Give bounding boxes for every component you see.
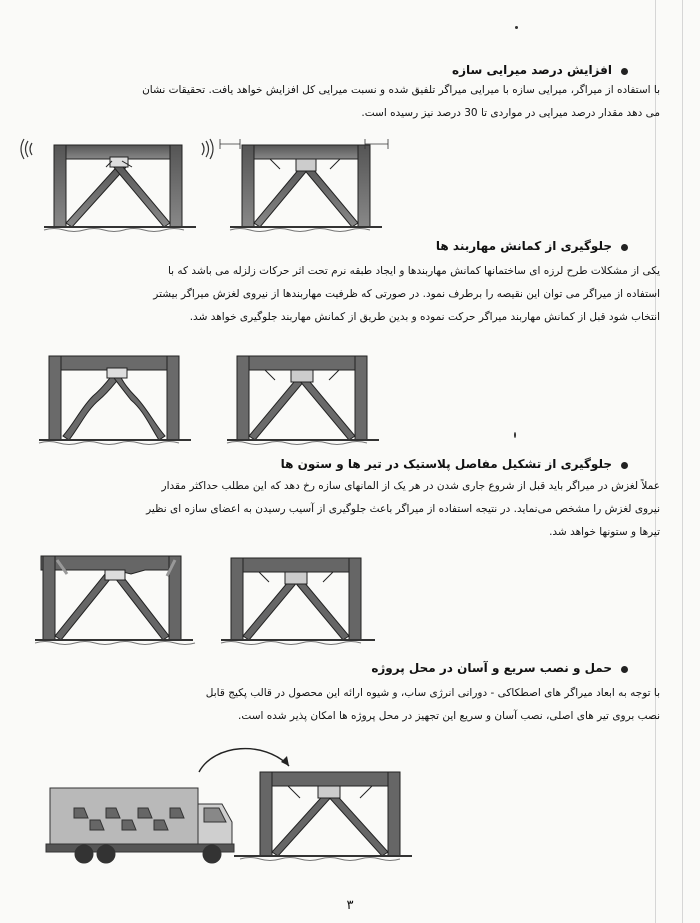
paragraph-line: انتخاب شود قبل از کمانش مهاربند میراگر حرکت نموده و بدین طریق از کمانش مهاربند جلوگیری خواهد شد. — [189, 311, 660, 323]
scan-edge-line — [682, 0, 683, 923]
section-paragraph — [146, 475, 660, 544]
section-heading: افزایش درصد میرایی سازه — [452, 63, 612, 77]
frame-diagram — [260, 772, 400, 856]
figure-truck-installation — [44, 740, 414, 865]
frame-diagram — [49, 356, 179, 440]
section-paragraph — [206, 682, 660, 728]
paragraph-line: نصب بروی تیر های اصلی، نصب آسان و سریع این تجهیز در محل پروژه ها امکان پذیر شده است. — [238, 710, 660, 722]
paragraph-line: نیروی لغزش را مشخص می‌نماید. در نتیجه استفاده از میراگر باعث جلوگیری از آسیب رسیدن به اعضای سازه ای نظیر — [146, 503, 660, 515]
truck-icon — [46, 788, 234, 863]
vibration-wave-icon — [202, 139, 213, 159]
section-heading: جلوگیری از کمانش مهاربند ها — [435, 239, 612, 253]
paragraph-line: با استفاده از میراگر، میرایی سازه با میرایی میراگر تلفیق شده و نسبت میرایی کل افزایش خواهد یافت. تحقیقات نشان — [142, 84, 660, 96]
vibration-wave-icon — [21, 139, 32, 159]
paragraph-line: یکی از مشکلات طرح لرزه ای ساختمانها کمانش مهاربندها و ایجاد طبقه نرم تحت اثر حرکات زلزله می باشد که با — [167, 265, 660, 277]
scan-speck — [514, 432, 516, 438]
section-heading: جلوگیری از تشکیل مفاصل پلاستیک در تیر ها و ستون ها — [280, 457, 612, 471]
page-number: ۳ — [346, 898, 354, 913]
frame-diagram — [54, 145, 182, 227]
section-paragraph — [142, 79, 660, 125]
frame-diagram — [242, 145, 370, 227]
figure-plastic-hinge-frames — [35, 550, 380, 650]
scan-edge-line — [655, 0, 656, 923]
section-heading: حمل و نصب سریع و آسان در محل پروژه — [371, 661, 612, 675]
paragraph-line: استفاده از میراگر می توان این نقیصه را برطرف نمود. در صورتی که ظرفیت مهاربندها از نیروی لغزش میراگر بیشتر — [153, 288, 660, 300]
figure-buckling-frames — [35, 352, 395, 452]
figure-damper-frames-1 — [20, 135, 400, 235]
section-bullet — [621, 666, 628, 673]
frame-diagram — [237, 356, 367, 440]
paragraph-line: با توجه به ابعاد میراگر های اصطکاکی - دورانی انرژی ساب، و شیوه ارائه این محصول در قالب پکیج قابل — [205, 687, 660, 699]
frame-diagram — [231, 558, 361, 640]
frame-diagram — [41, 556, 181, 640]
section-bullet — [621, 68, 628, 75]
paragraph-line: می دهد مقدار درصد میرایی در مواردی تا 30 درصد نیز رسیده است. — [361, 107, 660, 119]
curved-arrow-icon — [199, 749, 289, 772]
paragraph-line: تیرها و ستونها خواهد شد. — [549, 526, 660, 538]
section-bullet — [621, 462, 628, 469]
section-paragraph — [153, 260, 660, 329]
section-bullet — [621, 244, 628, 251]
paragraph-line: عملاً لغزش در میراگر باید قبل از شروع جاری شدن در هر یک از المانهای سازه رخ دهد که این مطلب حداکثر مقدار — [161, 480, 660, 492]
scan-speck — [515, 26, 518, 29]
